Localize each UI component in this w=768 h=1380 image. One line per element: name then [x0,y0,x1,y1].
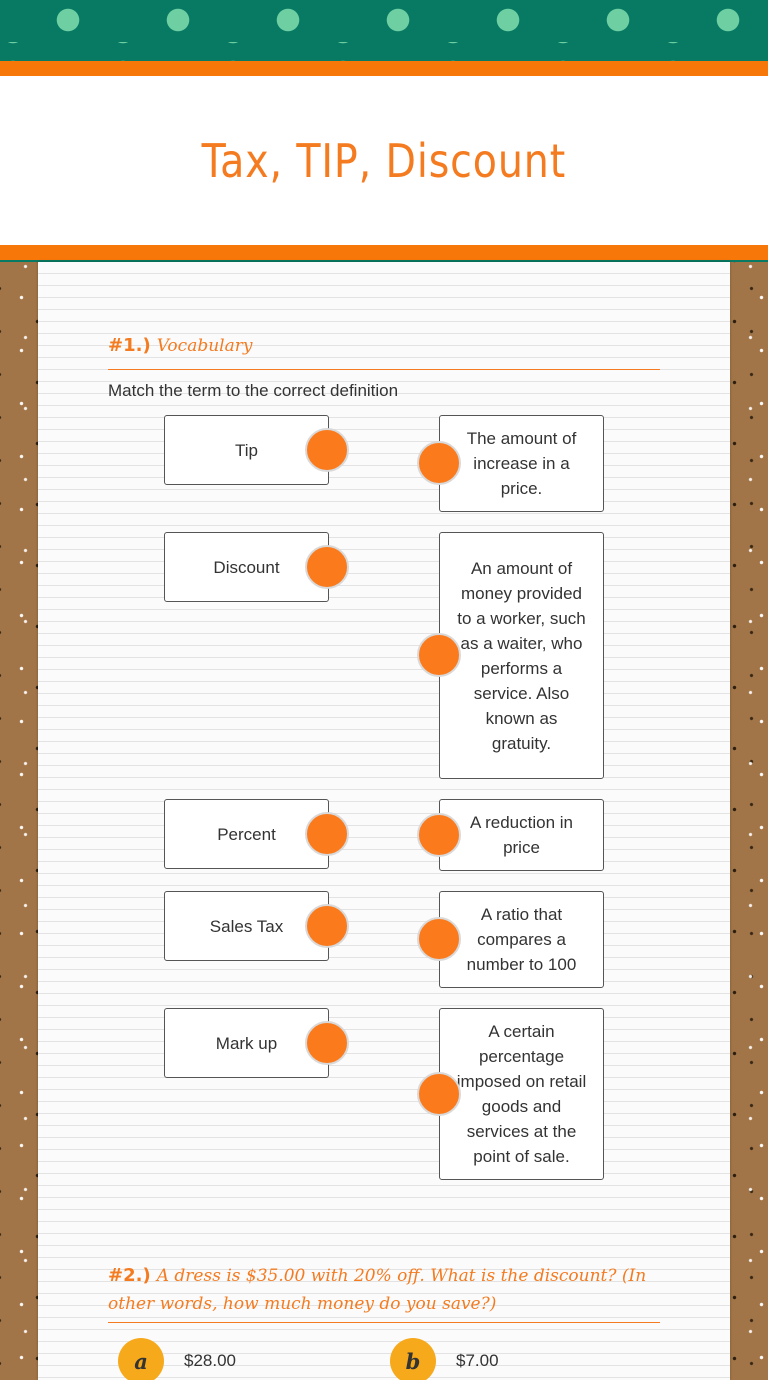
match-term-sales-tax[interactable]: Sales Tax [164,891,329,961]
match-definition-5[interactable]: A certain percentage imposed on retail goods and services at the point of sale. [439,1008,604,1180]
answer-choice-b[interactable] [390,1338,499,1380]
choice-text: $28.00 [184,1351,236,1370]
question-2-text: A dress is $35.00 with 20% off. What is the discount? (In other words, how much money do you save?) [108,1266,647,1314]
match-connector-definition-4[interactable] [417,917,461,961]
match-connector-definition-2[interactable] [417,633,461,677]
match-term-discount[interactable]: Discount [164,532,329,602]
match-connector-definition-3[interactable] [417,813,461,857]
question-1-instruction: Match the term to the correct definition [108,381,399,400]
choice-text: $7.00 [456,1351,499,1370]
match-term-tip[interactable]: Tip [164,415,329,485]
question-1-heading [108,332,660,370]
choice-letter-badge: a [118,1338,164,1380]
match-definition-4[interactable]: A ratio that compares a number to 100 [439,891,604,988]
match-connector-term-4[interactable] [305,904,349,948]
worksheet-paper [38,262,730,1380]
match-term-mark-up[interactable]: Mark up [164,1008,329,1078]
title-banner [0,76,768,245]
question-1-title: Vocabulary [156,336,253,356]
page-title: Tax, TIP, Discount [201,133,567,188]
choice-letter-badge: b [390,1338,436,1380]
match-connector-term-3[interactable] [305,812,349,856]
match-connector-term-5[interactable] [305,1021,349,1065]
answer-choice-a[interactable] [118,1338,236,1380]
header-stripe-bottom [0,245,768,260]
header-polka-band [0,0,768,62]
question-2-number: #2.) [108,1265,151,1286]
match-definition-3[interactable]: A reduction in price [439,799,604,871]
match-definition-2[interactable]: An amount of money provided to a worker, such as a waiter, who performs a service. Also known as gratuity. [439,532,604,779]
match-connector-term-1[interactable] [305,428,349,472]
match-term-percent[interactable]: Percent [164,799,329,869]
match-connector-definition-1[interactable] [417,441,461,485]
match-definition-1[interactable]: The amount of increase in a price. [439,415,604,512]
match-connector-term-2[interactable] [305,545,349,589]
match-connector-definition-5[interactable] [417,1072,461,1116]
question-2-heading [108,1262,660,1323]
header-stripe-top [0,61,768,76]
question-1-number: #1.) [108,335,151,356]
